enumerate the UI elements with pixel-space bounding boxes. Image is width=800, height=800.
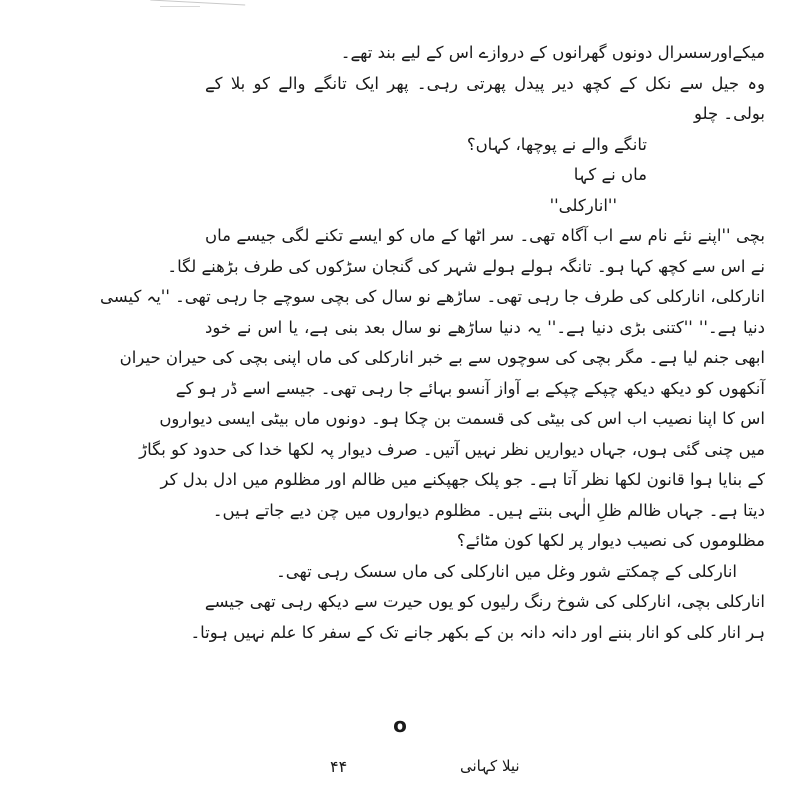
text-line: میں چنی گئی ہوں، جہاں دیواریں نظر نہیں آتیں۔ صرف دیوار پہ لکھا خدا کی حدود کو بگاڑ [139, 439, 765, 459]
running-title: نیلا کہانی [460, 757, 520, 775]
page-number: ۴۴ [330, 757, 348, 776]
text-line: اس کا اپنا نصیب اب اس کی بیٹی کی قسمت بن چکا ہو۔ دونوں ماں بیٹی ایسی دیواروں [159, 409, 765, 428]
scan-mark [150, 0, 245, 15]
text-line: ''انارکلی'' [549, 195, 617, 215]
body-text [100, 38, 765, 648]
text-line: مظلوموں کی نصیب دیوار پر لکھا کون مٹائے؟ [456, 531, 765, 550]
section-end-ornament: o [393, 713, 407, 737]
text-line: کے بنایا ہوا قانون لکھا نظر آتا ہے۔ جو پلک جھپکنے میں ظالم اور مظلوم میں ادل بدل کر [160, 470, 765, 489]
page-footer [0, 757, 800, 787]
text-line: نے اس سے کچھ کہا ہو۔ تانگہ ہولے ہولے شہر کی گنجان سڑکوں کی طرف بڑھنے لگا۔ [167, 256, 765, 276]
text-line: ہر انار کلی کو انار بننے اور دانہ دانہ بن کے بکھر جانے تک کے سفر کا علم نہیں ہوتا۔ [190, 622, 765, 642]
text-line: دیتا ہے۔ جہاں ظالم ظلِ الٰہی بنتے ہیں۔ مظلوم دیواروں میں چن دیے جاتے ہیں۔ [212, 500, 765, 520]
text-line: ماں نے کہا [573, 165, 647, 184]
text-line: آنکھوں کو دیکھ دیکھ چپکے چپکے بے آواز آنسو بہائے جا رہی تھی۔ جیسے اسے ڈر ہو کے [175, 378, 765, 398]
text-line: انارکلی کے چمکتے شور وغل میں انارکلی کی ماں سسک رہی تھی۔ [276, 561, 737, 581]
text-line: دنیا ہے۔'' ''کتنی بڑی دنیا ہے۔'' یہ دنیا ساڑھے نو سال بعد بنی ہے، یا اس نے خود [205, 317, 765, 337]
text-line: ابھی جنم لیا ہے۔ مگر بچی کی سوچوں سے بے خبر انارکلی کی ماں اپنی بچی کی حیران حیران [119, 348, 765, 367]
text-line: بچی ''اپنے نئے نام سے اب آگاہ تھی۔ سر اٹھا کے ماں کو ایسے تکنے لگی جیسے ماں [205, 226, 765, 245]
text-line: تانگے والے نے پوچھا، کہاں؟ [466, 134, 647, 154]
text-line: انارکلی، انارکلی کی طرف جا رہی تھی۔ ساڑھے نو سال کی بچی سوچے جا رہی تھی۔ ''یہ کیسی [100, 287, 765, 306]
scan-mark [160, 6, 200, 7]
text-line: وہ جیل سے نکل کے کچھ دیر پیدل پھرتی رہی۔ پھر ایک تانگے والے کو بلا کے [205, 73, 765, 93]
text-line: میکےاورسسرال دونوں گھرانوں کے دروازے اس کے لیے بند تھے۔ [340, 43, 765, 62]
text-line: بولی۔ چلو [694, 104, 765, 123]
text-line: انارکلی بچی، انارکلی کی شوخ رنگ رلیوں کو یوں حیرت سے دیکھ رہی تھی جیسے [204, 592, 765, 611]
